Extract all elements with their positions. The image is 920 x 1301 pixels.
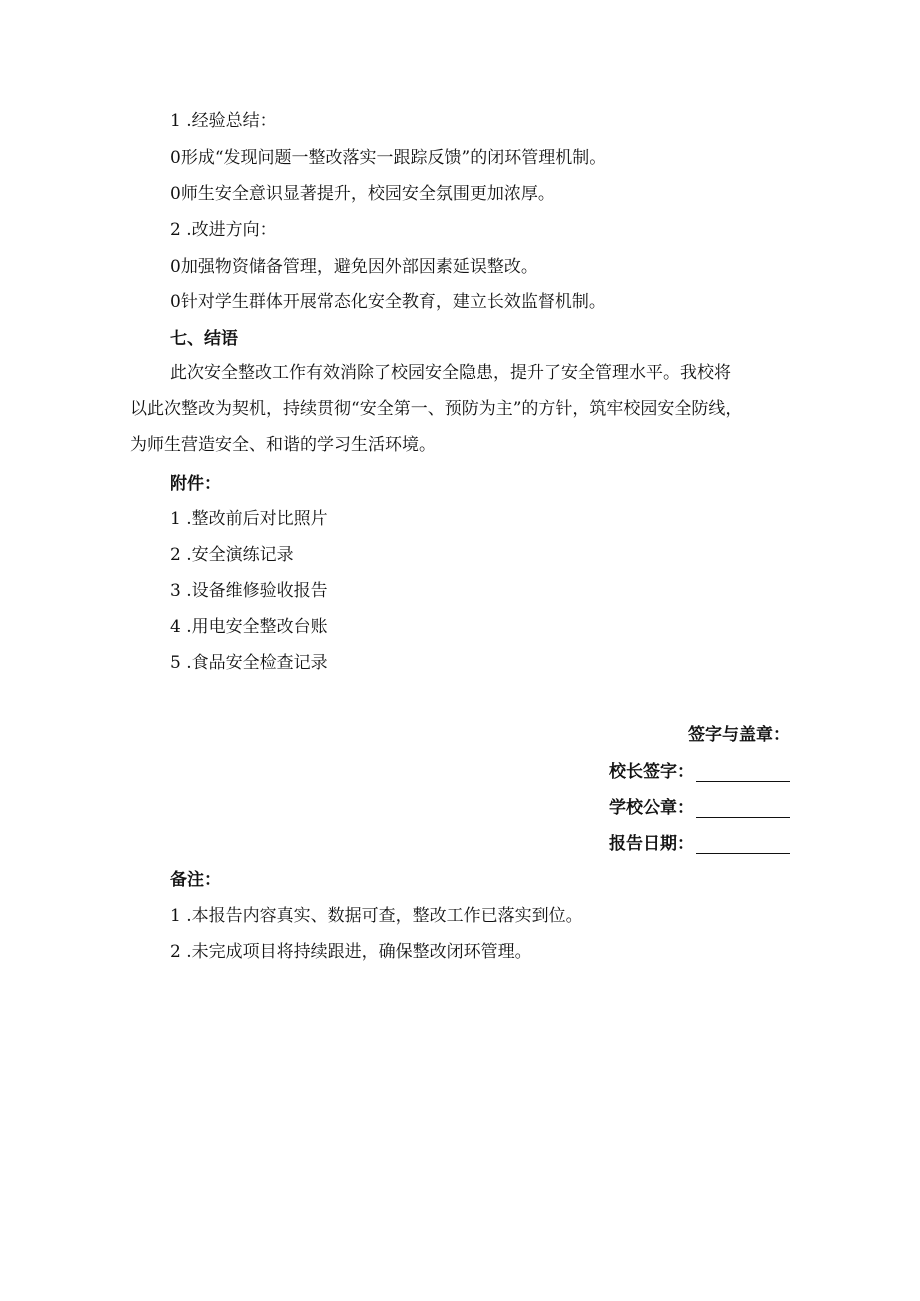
lessons-item-1: 0形成“发现问题一整改落实一跟踪反馈”的闭环管理机制。 [170,148,607,168]
signature-heading-text: 签字与盖章： [688,725,790,745]
school-seal-blank [696,801,790,818]
note-item-1: 1 .本报告内容真实、数据可查，整改工作已落实到位。 [170,906,583,926]
conclusion-line-2: 以此次整改为契机，持续贯彻“安全第一、预防为主”的方针，筑牢校园安全防线， [130,399,743,419]
attachments-heading: 附件： [170,474,221,494]
report-date-row [609,834,790,854]
report-date-label: 报告日期： [609,834,694,854]
lessons-item-2: 0师生安全意识显著提升，校园安全氛围更加浓厚。 [170,184,555,204]
school-seal-row [609,798,790,818]
attachment-item-5: 5 .食品安全检查记录 [170,653,328,673]
lessons-item-3: 0加强物资储备管理，避免因外部因素延误整改。 [170,257,538,277]
report-date-blank [696,837,790,854]
lessons-heading-2: 2 .改进方向： [170,220,277,240]
principal-signature-row [609,762,790,782]
attachment-item-3: 3 .设备维修验收报告 [170,581,328,601]
attachment-item-1: 1 .整改前后对比照片 [170,509,328,529]
conclusion-line-1: 此次安全整改工作有效消除了校园安全隐患，提升了安全管理水平。我校将 [170,363,731,383]
lessons-item-4: 0针对学生群体开展常态化安全教育，建立长效监督机制。 [170,292,606,312]
lessons-heading-1 [170,111,830,131]
school-seal-label: 学校公章： [609,798,694,818]
conclusion-heading: 七、结语 [170,329,238,349]
note-item-2: 2 .未完成项目将持续跟进，确保整改闭环管理。 [170,942,532,962]
lessons-heading-1-text: 1 .经验总结： [170,111,277,131]
principal-signature-label: 校长签字： [609,762,694,782]
principal-signature-blank [696,765,790,782]
conclusion-paragraph [130,355,790,463]
notes-heading: 备注： [170,870,221,890]
signature-heading [688,725,790,745]
attachment-item-4: 4 .用电安全整改台账 [170,617,328,637]
attachment-item-2: 2 .安全演练记录 [170,545,294,565]
conclusion-line-3: 为师生营造安全、和谐的学习生活环境。 [130,435,436,455]
